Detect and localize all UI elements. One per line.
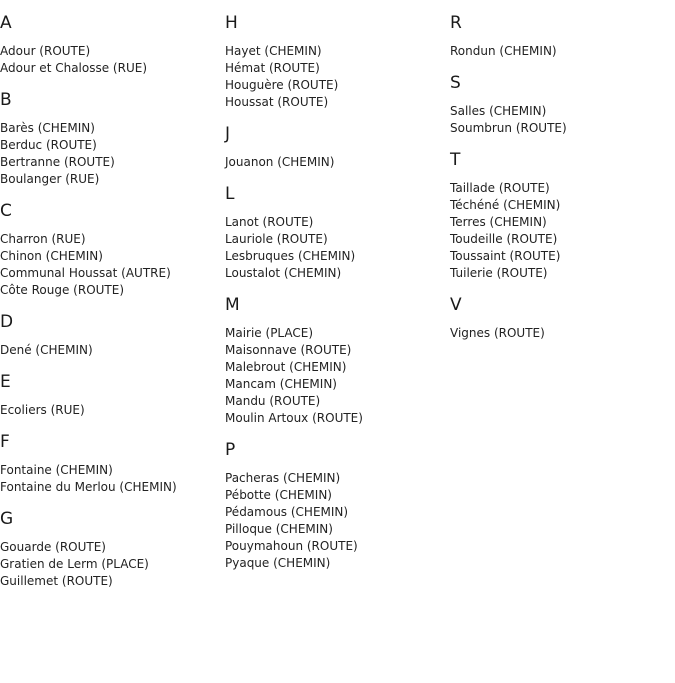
street-link[interactable]: Lesbruques (CHEMIN) bbox=[225, 249, 356, 263]
letter-section bbox=[225, 13, 450, 111]
letter-section bbox=[450, 13, 675, 60]
street-list bbox=[450, 325, 675, 342]
street-link[interactable]: Toussaint (ROUTE) bbox=[450, 249, 561, 263]
street-list bbox=[0, 402, 225, 419]
directory-column bbox=[450, 13, 675, 355]
street-link[interactable]: Tuilerie (ROUTE) bbox=[450, 266, 548, 280]
letter-heading: F bbox=[0, 432, 10, 452]
street-link[interactable]: Soumbrun (ROUTE) bbox=[450, 121, 567, 135]
street-link[interactable]: Adour et Chalosse (RUE) bbox=[0, 61, 147, 75]
letter-section bbox=[0, 432, 225, 496]
letter-heading: E bbox=[0, 372, 11, 392]
street-list bbox=[225, 154, 450, 171]
street-link[interactable]: Pouymahoun (ROUTE) bbox=[225, 539, 358, 553]
letter-section bbox=[450, 73, 675, 137]
street-link[interactable]: Mandu (ROUTE) bbox=[225, 394, 321, 408]
letter-heading: R bbox=[450, 13, 462, 33]
letter-section bbox=[225, 440, 450, 572]
letter-heading: V bbox=[450, 295, 462, 315]
street-link[interactable]: Vignes (ROUTE) bbox=[450, 326, 545, 340]
letter-section bbox=[0, 201, 225, 299]
street-link[interactable]: Moulin Artoux (ROUTE) bbox=[225, 411, 363, 425]
street-link[interactable]: Pyaque (CHEMIN) bbox=[225, 556, 331, 570]
street-link[interactable]: Maisonnave (ROUTE) bbox=[225, 343, 352, 357]
street-link[interactable]: Côte Rouge (ROUTE) bbox=[0, 283, 125, 297]
street-link[interactable]: Pébotte (CHEMIN) bbox=[225, 488, 332, 502]
letter-heading: S bbox=[450, 73, 461, 93]
street-link[interactable]: Gouarde (ROUTE) bbox=[0, 540, 106, 554]
street-link[interactable]: Guillemet (ROUTE) bbox=[0, 574, 113, 588]
street-link[interactable]: Fontaine du Merlou (CHEMIN) bbox=[0, 480, 177, 494]
street-link[interactable]: Communal Houssat (AUTRE) bbox=[0, 266, 171, 280]
street-link[interactable]: Loustalot (CHEMIN) bbox=[225, 266, 342, 280]
street-link[interactable]: Salles (CHEMIN) bbox=[450, 104, 547, 118]
directory-column bbox=[225, 13, 450, 585]
letter-section bbox=[225, 124, 450, 171]
street-link[interactable]: Pacheras (CHEMIN) bbox=[225, 471, 341, 485]
street-link[interactable]: Lauriole (ROUTE) bbox=[225, 232, 328, 246]
letter-heading: C bbox=[0, 201, 12, 221]
street-link[interactable]: Hayet (CHEMIN) bbox=[225, 44, 322, 58]
street-link[interactable]: Charron (RUE) bbox=[0, 232, 86, 246]
street-list bbox=[450, 180, 675, 282]
street-list bbox=[0, 120, 225, 188]
letter-heading: H bbox=[225, 13, 238, 33]
street-link[interactable]: Houssat (ROUTE) bbox=[225, 95, 329, 109]
letter-heading: P bbox=[225, 440, 236, 460]
directory-column bbox=[0, 13, 225, 603]
street-list bbox=[450, 103, 675, 137]
street-link[interactable]: Mancam (CHEMIN) bbox=[225, 377, 337, 391]
street-list bbox=[0, 462, 225, 496]
letter-section bbox=[0, 372, 225, 419]
street-link[interactable]: Lanot (ROUTE) bbox=[225, 215, 314, 229]
street-list bbox=[225, 214, 450, 282]
street-link[interactable]: Ecoliers (RUE) bbox=[0, 403, 85, 417]
letter-section bbox=[450, 295, 675, 342]
street-link[interactable]: Téchéné (CHEMIN) bbox=[450, 198, 561, 212]
street-link[interactable]: Houguère (ROUTE) bbox=[225, 78, 339, 92]
street-link[interactable]: Pilloque (CHEMIN) bbox=[225, 522, 333, 536]
street-list bbox=[225, 470, 450, 572]
street-link[interactable]: Gratien de Lerm (PLACE) bbox=[0, 557, 149, 571]
street-list bbox=[450, 43, 675, 60]
street-list bbox=[0, 231, 225, 299]
letter-heading: M bbox=[225, 295, 240, 315]
street-link[interactable]: Jouanon (CHEMIN) bbox=[225, 155, 335, 169]
letter-section bbox=[225, 184, 450, 282]
street-link[interactable]: Dené (CHEMIN) bbox=[0, 343, 93, 357]
street-list bbox=[225, 43, 450, 111]
letter-section bbox=[0, 312, 225, 359]
street-link[interactable]: Berduc (ROUTE) bbox=[0, 138, 97, 152]
letter-section bbox=[225, 295, 450, 427]
street-link[interactable]: Terres (CHEMIN) bbox=[450, 215, 547, 229]
street-link[interactable]: Fontaine (CHEMIN) bbox=[0, 463, 113, 477]
street-link[interactable]: Rondun (CHEMIN) bbox=[450, 44, 557, 58]
letter-heading: B bbox=[0, 90, 12, 110]
letter-section bbox=[0, 13, 225, 77]
street-link[interactable]: Pédamous (CHEMIN) bbox=[225, 505, 349, 519]
letter-heading: L bbox=[225, 184, 235, 204]
letter-section bbox=[0, 90, 225, 188]
street-list bbox=[0, 342, 225, 359]
letter-heading: D bbox=[0, 312, 14, 332]
letter-section bbox=[0, 509, 225, 590]
letter-heading: T bbox=[450, 150, 461, 170]
letter-heading: A bbox=[0, 13, 12, 33]
street-list bbox=[225, 325, 450, 427]
street-link[interactable]: Hémat (ROUTE) bbox=[225, 61, 320, 75]
street-link[interactable]: Toudeille (ROUTE) bbox=[450, 232, 558, 246]
street-link[interactable]: Adour (ROUTE) bbox=[0, 44, 91, 58]
street-link[interactable]: Taillade (ROUTE) bbox=[450, 181, 550, 195]
street-link[interactable]: Boulanger (RUE) bbox=[0, 172, 100, 186]
street-link[interactable]: Malebrout (CHEMIN) bbox=[225, 360, 347, 374]
street-link[interactable]: Barès (CHEMIN) bbox=[0, 121, 95, 135]
letter-section bbox=[450, 150, 675, 282]
street-link[interactable]: Mairie (PLACE) bbox=[225, 326, 314, 340]
letter-heading: G bbox=[0, 509, 14, 529]
street-list bbox=[0, 539, 225, 590]
street-link[interactable]: Chinon (CHEMIN) bbox=[0, 249, 103, 263]
street-list bbox=[0, 43, 225, 77]
street-link[interactable]: Bertranne (ROUTE) bbox=[0, 155, 115, 169]
letter-heading: J bbox=[225, 124, 231, 144]
